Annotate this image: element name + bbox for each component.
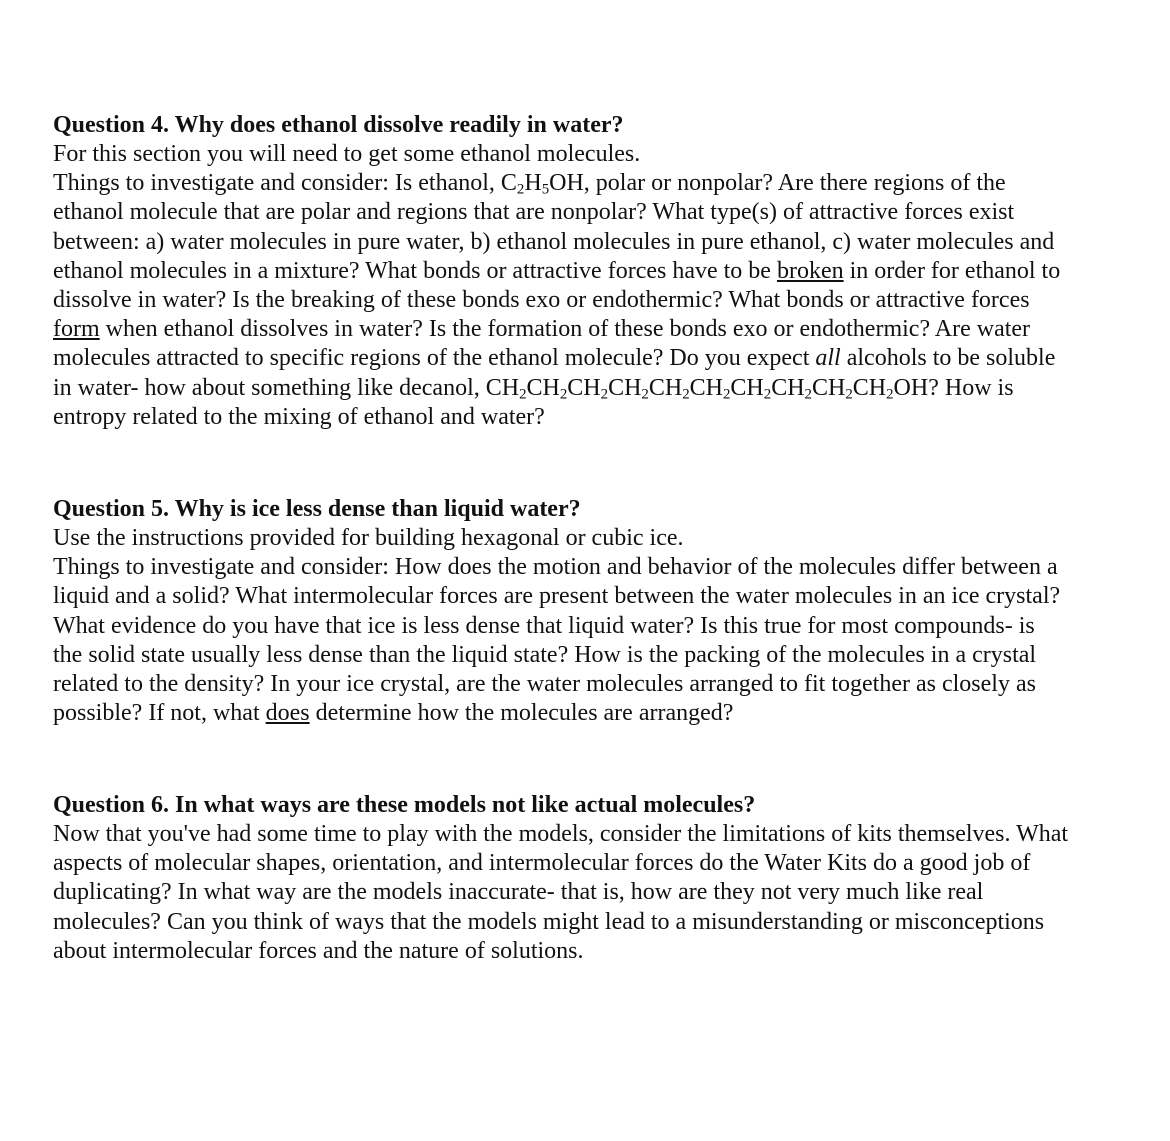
question-4-title: Question 4. Why does ethanol dissolve readily in water?: [53, 112, 624, 138]
text-run: entropy related to the mixing of ethanol and water?: [53, 403, 545, 430]
body-line: [53, 169, 1153, 198]
question-4: [53, 110, 1153, 432]
text-run: Things to investigate and consider: How does the motion and behavior of the molecules differ between a: [53, 554, 1058, 581]
body-line: [53, 140, 1153, 169]
question-6-body: [53, 820, 1153, 966]
subscript-run: 2: [559, 386, 568, 403]
text-run: molecules? Can you think of ways that the models might lead to a misunderstanding or misconceptions: [53, 908, 1045, 935]
text-run: liquid and a solid? What intermolecular forces are present between the water molecules in an ice crystal?: [53, 583, 1061, 610]
subscript-run: 2: [722, 386, 731, 403]
text-run: Things to investigate and consider: Is ethanol, C: [53, 170, 517, 197]
body-line: [53, 257, 1153, 286]
question-5-body: [53, 524, 1153, 728]
text-run: H: [524, 170, 542, 197]
body-line: [53, 553, 1153, 582]
text-run: CH: [852, 374, 887, 401]
body-line: [53, 878, 1153, 907]
question-5-title: Question 5. Why is ice less dense than liquid water?: [53, 496, 581, 522]
subscript-run: 2: [845, 386, 853, 403]
text-run: OH? How is: [893, 374, 1014, 401]
text-run: in water- how about something like decanol, CH: [53, 374, 520, 401]
text-run: ethanol molecules in a mixture? What bonds or attractive forces have to be: [53, 257, 777, 284]
text-run: CH: [567, 374, 601, 401]
text-run: CH: [730, 374, 764, 401]
subscript-run: 2: [519, 386, 527, 403]
body-line: [53, 403, 1153, 432]
text-run: when ethanol dissolves in water? Is the formation of these bonds exo or endothermic? Are water: [99, 316, 1031, 343]
subscript-run: 2: [763, 386, 772, 403]
text-run: in order for ethanol to: [843, 257, 1061, 284]
text-run: CH: [608, 374, 642, 401]
text-run: between: a) water molecules in pure water, b) ethanol molecules in pure ethanol, c) water molecules and: [53, 228, 1055, 255]
text-run: molecules attracted to specific regions of the ethanol molecule? Do you expect: [53, 345, 816, 372]
body-line: [53, 374, 1153, 403]
text-run: OH, polar or nonpolar? Are there regions of the: [549, 170, 1006, 197]
text-run: determine how the molecules are arranged?: [309, 700, 734, 727]
body-line: [53, 937, 1153, 966]
text-run: Now that you've had some time to play with the models, consider the limitations of kits themselves. What: [53, 821, 1069, 847]
subscript-run: 2: [641, 386, 649, 403]
text-run: dissolve in water? Is the breaking of these bonds exo or endothermic? What bonds or attractive forces: [53, 287, 1030, 314]
italic-run: all: [815, 345, 841, 372]
body-line: [53, 849, 1153, 878]
body-line: [53, 315, 1153, 344]
body-line: [53, 670, 1153, 699]
subscript-run: 2: [682, 386, 690, 403]
subscript-run: 2: [804, 386, 812, 403]
underlined-run: does: [265, 700, 310, 727]
body-line: [53, 286, 1153, 315]
question-6-title: Question 6. In what ways are these models not like actual molecules?: [53, 792, 756, 818]
text-run: What evidence do you have that ice is less dense that liquid water? Is this true for most compounds- is: [53, 612, 1035, 639]
body-line: [53, 641, 1153, 670]
body-line: [53, 524, 1153, 553]
body-line: [53, 820, 1153, 849]
text-run: alcohols to be soluble: [840, 345, 1056, 372]
body-line: [53, 198, 1153, 227]
body-line: [53, 582, 1153, 611]
question-6: [53, 790, 1153, 966]
text-run: related to the density? In your ice crystal, are the water molecules arranged to fit together as closely as: [53, 671, 1036, 698]
text-run: CH: [771, 374, 805, 401]
body-line: [53, 228, 1153, 257]
text-run: ethanol molecule that are polar and regions that are nonpolar? What type(s) of attractive forces exist: [53, 199, 1015, 226]
text-run: CH: [526, 374, 560, 401]
text-run: aspects of molecular shapes, orientation, and intermolecular forces do the Water Kits do a good job of: [53, 850, 1031, 877]
body-line: [53, 344, 1153, 373]
text-run: CH: [811, 374, 846, 401]
question-5: [53, 494, 1153, 728]
text-run: CH: [648, 374, 683, 401]
underlined-run: broken: [776, 257, 844, 284]
question-4-body: [53, 140, 1153, 432]
text-run: the solid state usually less dense than the liquid state? How is the packing of the molecules in a crystal: [53, 641, 1037, 668]
body-line: [53, 699, 1153, 728]
body-line: [53, 612, 1153, 641]
text-run: Use the instructions provided for building hexagonal or cubic ice.: [53, 525, 684, 551]
body-line: [53, 908, 1153, 937]
text-run: about intermolecular forces and the nature of solutions.: [53, 937, 584, 964]
subscript-run: 2: [886, 386, 894, 403]
text-run: possible? If not, what: [53, 700, 266, 727]
subscript-run: 2: [600, 386, 609, 403]
text-run: CH: [689, 374, 723, 401]
text-run: For this section you will need to get some ethanol molecules.: [53, 141, 641, 167]
text-run: duplicating? In what way are the models inaccurate- that is, how are they not very much like real: [53, 879, 984, 906]
subscript-run: 5: [541, 181, 550, 198]
subscript-run: 2: [516, 181, 525, 198]
underlined-run: form: [53, 316, 100, 343]
